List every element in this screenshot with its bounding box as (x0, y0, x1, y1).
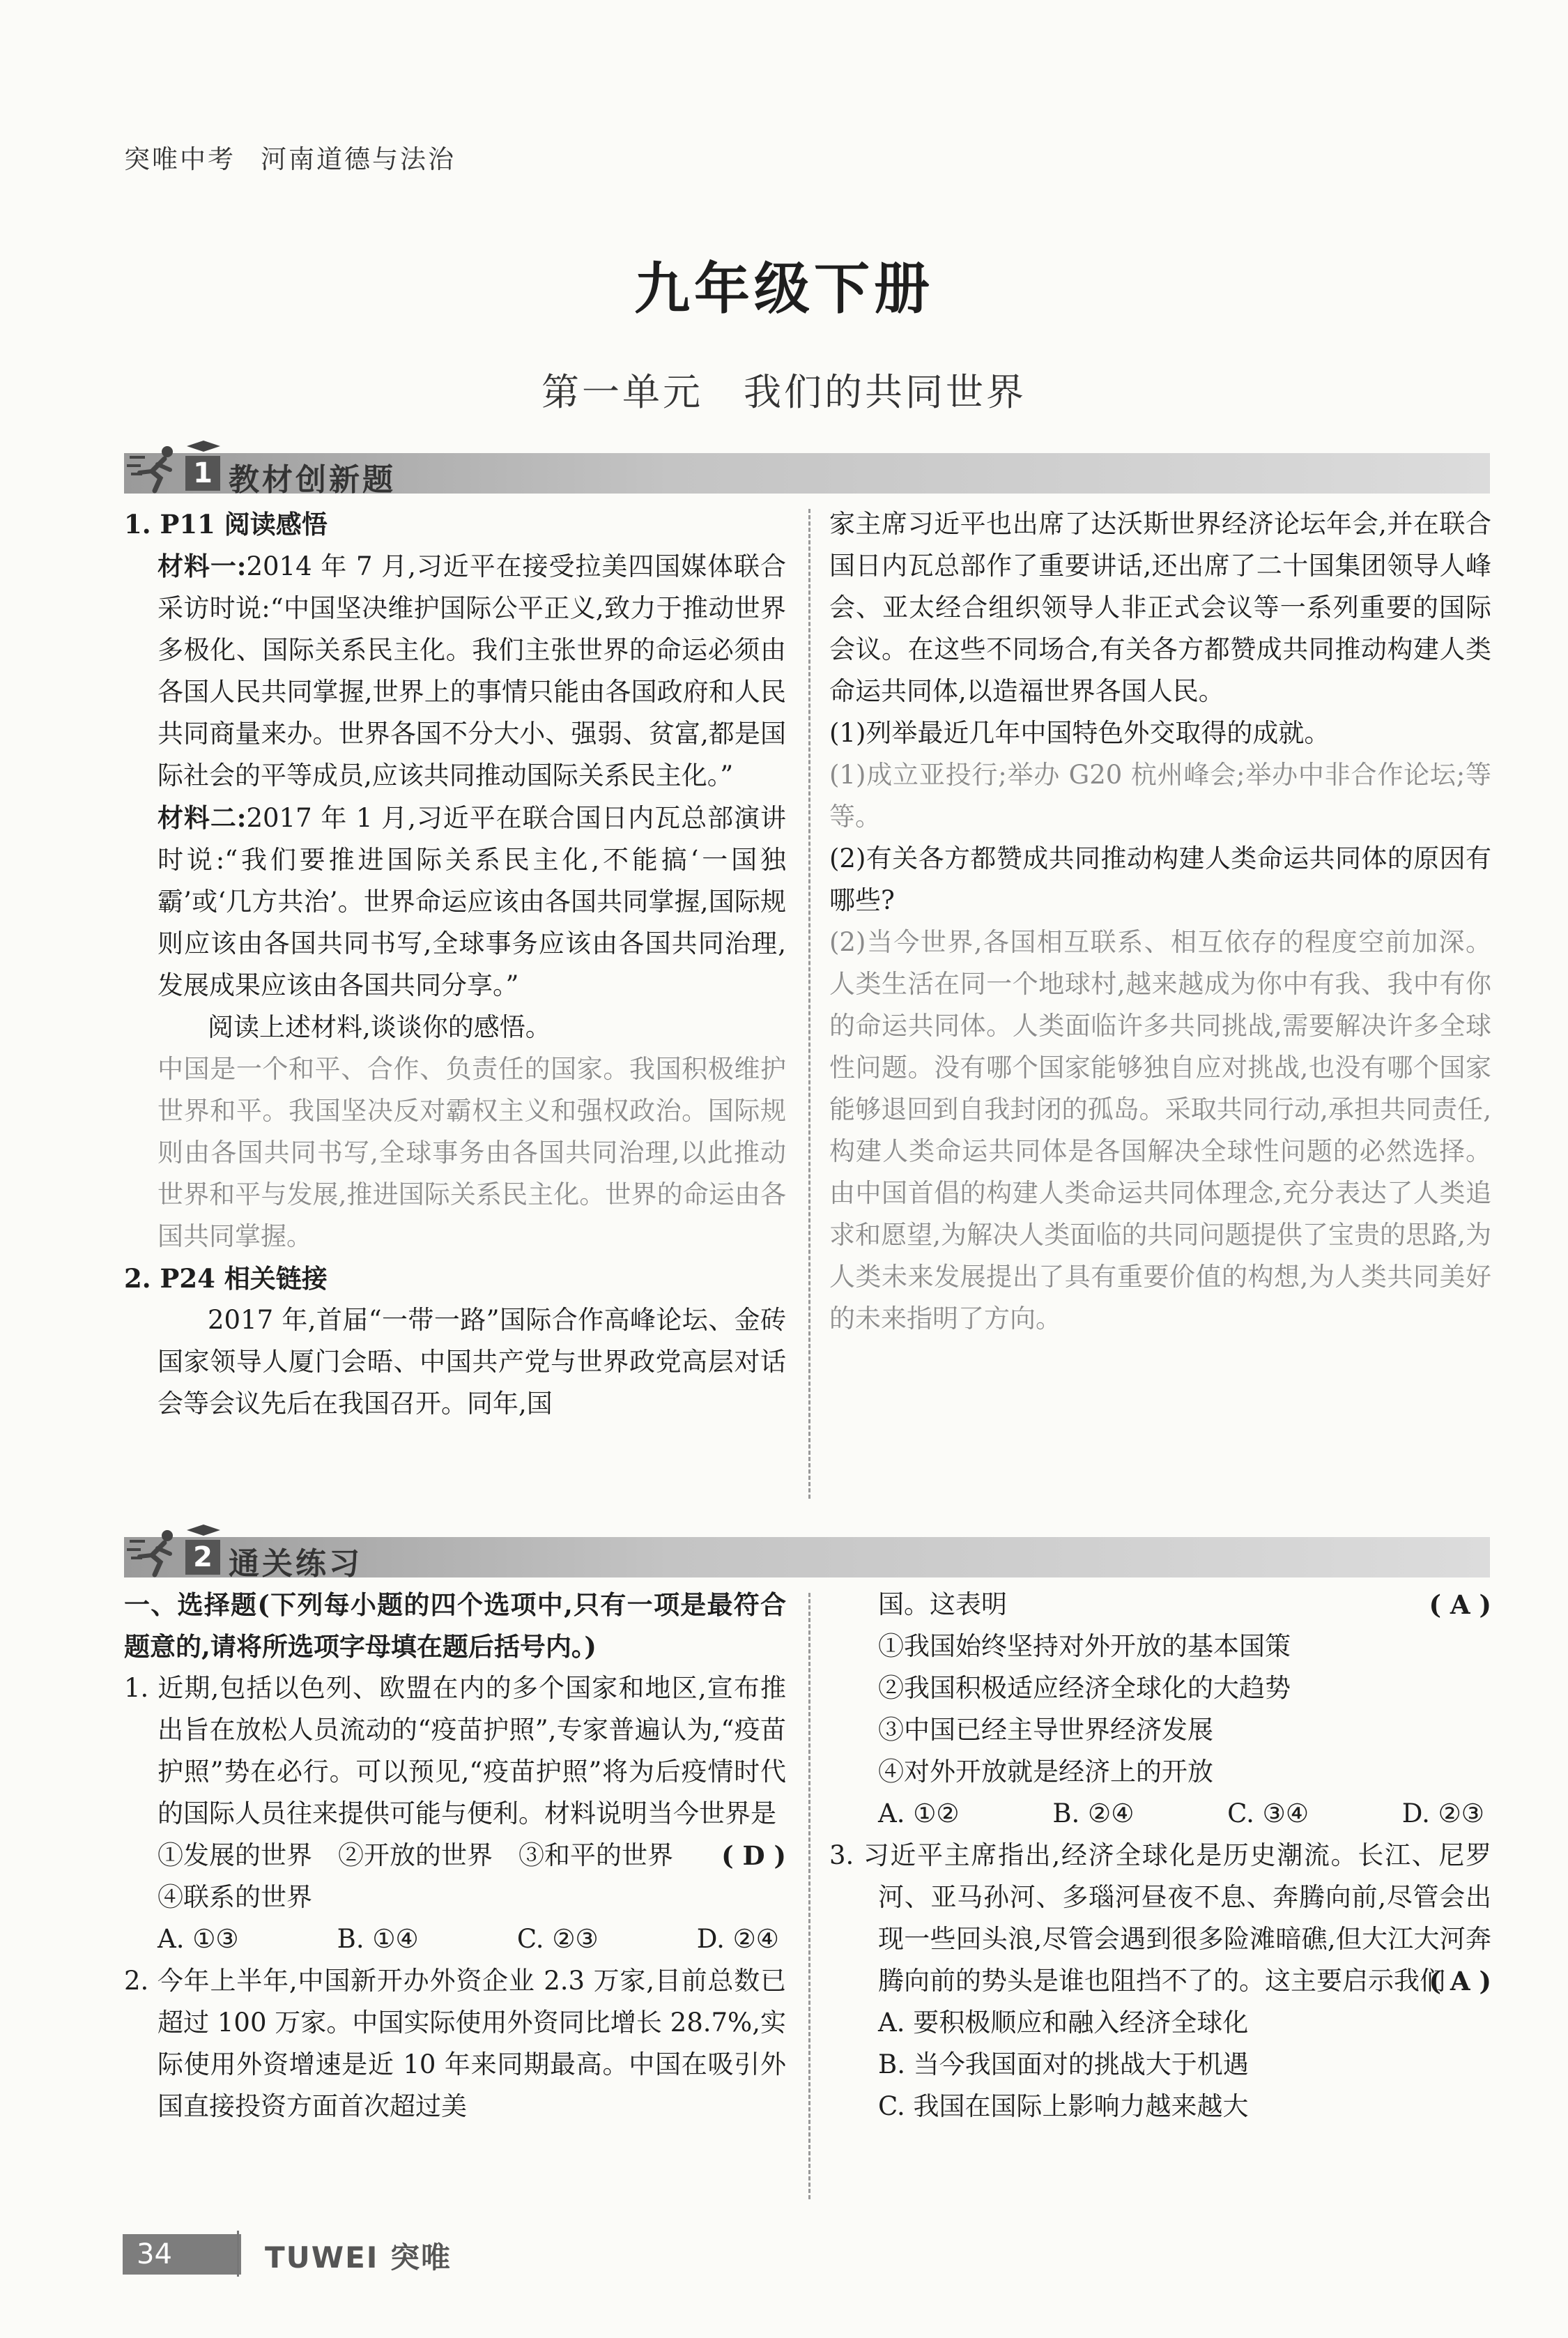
unit-title: 第一单元 我们的共同世界 (541, 370, 1027, 414)
statement: ③中国已经主导世界经济发展 (878, 1715, 1213, 1745)
column-divider (808, 509, 810, 1499)
section-label: 通关练习 (229, 1546, 362, 1582)
option: A. ①② (878, 1798, 960, 1828)
material-text: 2017 年,首届“一带一路”国际合作高峰论坛、金砖国家领导人厦门会晤、中国共产党与世界政党高层对话会等会议先后在我国召开。同年,国 (157, 1305, 786, 1419)
subject-name: 河南道德与法治 (261, 144, 456, 174)
mcq-stem-text: 国。这表明 (878, 1589, 1007, 1619)
question-heading: 1. P11 阅读感悟 (124, 509, 328, 540)
material-text: 2014 年 7 月,习近平在接受拉美四国媒体联合采访时说:“中国坚决维护国际公平正义,致力于推动世界多极化、国际关系民主化。我们主张世界的命运必须由各国人民共同掌握,世界上的事情只能由各国政府和人民共同商量来办。世界各国不分大小、强弱、贫富,都是国际社会的平等成员,应该共同推动国际关系民主化。” (157, 551, 786, 790)
mcq-stem-text: 3. 习近平主席指出,经济全球化是历史潮流。长江、尼罗河、亚马孙河、多瑙河昼夜不息、奔腾向前,尽管会出现一些回头浪,尽管会遇到很多险滩暗礁,但大江大河奔腾向前的势头是谁也阻挡不了的。这主要启示我们 (829, 1840, 1491, 1996)
left-column-2 (124, 1584, 786, 2127)
series-name: 突唯中考 (124, 144, 236, 174)
section-label: 教材创新题 (229, 462, 396, 498)
sub-question: (2)有关各方都赞成共同推动构建人类命运共同体的原因有哪些? (829, 843, 1491, 915)
sub-question: (1)列举最近几年中国特色外交取得的成就。 (829, 718, 1330, 748)
option: C. ③④ (1227, 1798, 1309, 1828)
mcq-instructions: 一、选择题(下列每小题的四个选项中,只有一项是最符合题意的,请将所选项字母填在题后括号内。) (124, 1589, 786, 1662)
statement: ④对外开放就是经济上的开放 (878, 1757, 1213, 1787)
running-header (124, 138, 481, 176)
page-number: 34 (123, 2234, 241, 2275)
statement: ②我国积极适应经济全球化的大趋势 (878, 1673, 1291, 1703)
mcq-stem-text: 1. 近期,包括以色列、欧盟在内的多个国家和地区,宣布推出旨在放松人员流动的“疫苗护照”,专家普遍认为,“疫苗护照”势在必行。可以预见,“疫苗护照”将为后疫情时代的国际人员往来提供可能与便利。材料说明当今世界是 (124, 1673, 786, 1828)
option: D. ②④ (696, 1924, 779, 1954)
question-prompt: 阅读上述材料,谈谈你的感悟。 (208, 1012, 551, 1042)
answer-text: (2)当今世界,各国相互联系、相互依存的程度空前加深。人类生活在同一个地球村,越来越成为你中有我、我中有你的命运共同体。人类面临许多共同挑战,需要解决许多全球性问题。没有哪个国家能够独自应对挑战,也没有哪个国家能够退回到自我封闭的孤岛。采取共同行动,承担共同责任,构建人类命运共同体是各国解决全球性问题的必然选择。由中国首倡的构建人类命运共同体理念,充分表达了人类追求和愿望,为解决人类面临的共同问题提供了宝贵的思路,为人类未来发展提出了具有重要价值的构想,为人类共同美好的未来指明了方向。 (829, 927, 1491, 1334)
mcq-stem (829, 1584, 1491, 1626)
graduation-cap-icon (187, 441, 220, 452)
answer-bracket: ( D ) (721, 1840, 786, 1871)
option: A. ①③ (157, 1924, 239, 1954)
answer-text: 中国是一个和平、合作、负责任的国家。我国积极维护世界和平。我国坚决反对霸权主义和强权政治。国际规则由各国共同书写,全球事务由各国共同治理,以此推动世界和平与发展,推进国际关系民主化。世界的命运由各国共同掌握。 (157, 1054, 786, 1251)
runner-icon (127, 443, 183, 494)
option: A. 要积极顺应和融入经济全球化 (878, 2008, 1249, 2038)
brand-logo: TUWEI 突唯 (265, 2240, 452, 2275)
section-band-2 (124, 1537, 1490, 1582)
option: B. 当今我国面对的挑战大于机遇 (878, 2049, 1249, 2079)
material-text: 2017 年 1 月,习近平在联合国日内瓦总部演讲时说:“我们要推进国际关系民主化,不能搞‘一国独霸’或‘几方共治’。世界命运应该由各国共同掌握,国际规则应该由各国共同书写,全球事务应该由各国共同治理,发展成果应该由各国共同分享。” (157, 803, 786, 1000)
footer-divider (237, 2231, 239, 2277)
statement: ①我国始终坚持对外开放的基本国策 (878, 1631, 1291, 1661)
column-divider (808, 1593, 810, 2199)
material-text: 家主席习近平也出席了达沃斯世界经济论坛年会,并在联合国日内瓦总部作了重要讲话,还出席了二十国集团领导人峰会、亚太经合组织领导人非正式会议等一系列重要的国际会议。在这些不同场合,有关各方都赞成共同推动构建人类命运共同体,以造福世界各国人民。 (829, 509, 1491, 706)
material-label: 材料二: (157, 802, 247, 833)
option: B. ①④ (337, 1924, 419, 1954)
answer-bracket: ( A ) (1429, 1966, 1491, 1996)
statement: ④联系的世界 (157, 1882, 312, 1912)
option: B. ②④ (1052, 1798, 1135, 1828)
option: C. ②③ (516, 1924, 599, 1954)
statement: ①发展的世界 ②开放的世界 ③和平的世界 (157, 1840, 673, 1870)
option: D. ②③ (1401, 1798, 1484, 1828)
question-heading: 2. P24 相关链接 (124, 1263, 328, 1294)
section-band-1 (124, 453, 1490, 498)
graduation-cap-icon (187, 1525, 220, 1536)
answer-text: (1)成立亚投行;举办 G20 杭州峰会;举办中非合作论坛;等等。 (829, 760, 1491, 832)
mcq-stem-text: 2. 今年上半年,中国新开办外资企业 2.3 万家,目前总数已超过 100 万家。中国实际使用外资同比增长 28.7%,实际使用外资增速是近 10 年来同期最高。中国在吸引外国直接投资方面首次超过美 (124, 1966, 786, 2121)
section-number: 1 (185, 456, 220, 491)
left-column-1 (124, 503, 786, 1425)
page-title: 九年级下册 (634, 256, 934, 321)
option: C. 我国在国际上影响力越来越大 (878, 2091, 1249, 2121)
option-row (124, 1918, 786, 1960)
mcq-stem (829, 1835, 1491, 2002)
material-label: 材料一: (157, 551, 247, 581)
option-row (829, 1793, 1491, 1835)
section-number: 2 (185, 1540, 220, 1575)
runner-icon (127, 1527, 183, 1577)
answer-bracket: ( A ) (1429, 1589, 1491, 1620)
right-column-1 (829, 503, 1491, 1340)
right-column-2 (829, 1584, 1491, 2127)
